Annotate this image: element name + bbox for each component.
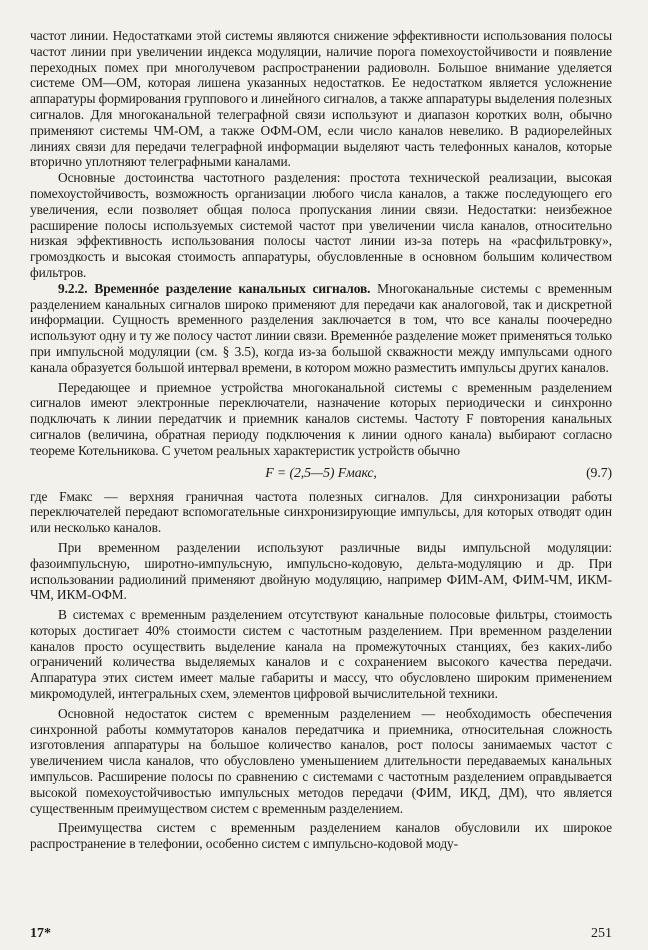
formula-expression: F = (2,5—5) Fмакс, (265, 464, 377, 480)
paragraph: Основные достоинства частотного разделения: простота технической реализации, высокая помехоустойчивость, возможность организации любого числа каналов, а также последующего его увеличения, если позволяет общая полоса пропускания линии связи. Недостатки: неизбежное расширение полосы используемых системой частот при увеличении числа каналов, относительно низкая эффективность использования полосы частот линии из-за потерь на «расфильтровку», громоздкость и высокая стоимость аппаратуры, обусловленные в основном большим количеством фильтров. (30, 170, 612, 280)
paragraph: Передающее и приемное устройства многоканальной системы с временным разделением сигналов имеют электронные переключатели, назначение которых периодически и синхронно подключать к линии передатчик и приемник каналов системы. Частоту F повторения канальных сигналов (величина, обратная периоду подключения к линии одного канала) выбирают согласно теореме Котельникова. С учетом реальных характеристик устройств обычно (30, 379, 612, 458)
paragraph-text: Многоканальные системы с временным разделением канальных сигналов широко применяют для передачи как аналоговой, так и дискретной информации. Сущность временного разделения заключается в том, что все каналы поочередно используют одну и ту же полосу частот линии связи. Временнóе разделение может применяться только при импульсной модуляции (см. § 3.5), когда из-за большой скважности между импульсами одного канала образуется большой интервал времени, в котором можно разместить импульсы других каналов. (30, 280, 612, 375)
paragraph: где Fмакс — верхняя граничная частота полезных сигналов. Для синхронизации работы переключателей передают вспомогательные синхронизирующие импульсы, для которых отводят один или несколько каналов. (30, 488, 612, 536)
paragraph: При временном разделении используют различные виды импульсной модуляции: фазоимпульсную, широтно-импульсную, импульсно-кодовую, дельта-модуляцию и др. При использовании радиолиний применяют двойную модуляцию, например ФИМ-АМ, ФИМ-ЧМ, ИКМ-ЧМ, ИКМ-ОФМ. (30, 539, 612, 603)
body-text (30, 28, 612, 852)
paragraph: Преимущества систем с временным разделением каналов обусловили их широкое распространение в телефонии, особенно систем с импульсно-кодовой моду- (30, 820, 612, 852)
formula-number: (9.7) (586, 464, 612, 480)
section-paragraph (30, 281, 612, 376)
paragraph: В системах с временным разделением отсутствуют канальные полосовые фильтры, стоимость которых достигает 40% стоимости систем с частотным разделением. При временном разделении каналов просто осуществить выделение канала на промежуточных станциях, без каких-либо ограничений количества выделяемых каналов и с сохранением высокого качества передачи. Аппаратура этих систем имеет малые габариты и массу, что обусловлено широким применением микромодулей, интегральных схем, элементов цифровой вычислительной техники. (30, 607, 612, 702)
paragraph: частот линии. Недостатками этой системы являются снижение эффективности использования полосы частот линии при увеличении индекса модуляции, наличие порога помехоустойчивости и появление переходных помех при многолучевом распространении радиоволн. Большое внимание уделяется системе ОМ—ОМ, которая лишена указанных недостатков. Ее недостатком является усложнение аппаратуры формирования группового и линейного сигналов, а также аппаратуры выделения полезных сигналов. Для многоканальной телеграфной связи используют и диапазон коротких волн, обычно применяют системы ЧМ-ОМ, а также ОФМ-ОМ, если число каналов невелико. В радиорелейных линиях связи для передачи телеграфной информации выделяют часть телефонных каналов, которые вторично уплотняют телеграфными каналами. (30, 28, 612, 170)
paragraph: Основной недостаток систем с временным разделением — необходимость обеспечения синхронной работы коммутаторов каналов передатчика и приемника, относительная сложность изготовления аппаратуры на большое количество каналов, рост полосы занимаемых частот с увеличением числа каналов, что обусловлено уменьшением длительности передаваемых канальных импульсов. Расширение полосы по сравнению с системами с частотным разделением оправдывается высокой помехоустойчивостью импульсных методов передачи (ФИМ, ИКД, ДМ), что является существенным преимуществом систем с временным разделением. (30, 705, 612, 816)
page-number: 251 (591, 926, 612, 941)
signature-mark: 17* (30, 926, 51, 941)
formula-line (30, 459, 612, 489)
section-heading: 9.2.2. Временнóе разделение канальных сигналов. (58, 280, 371, 296)
